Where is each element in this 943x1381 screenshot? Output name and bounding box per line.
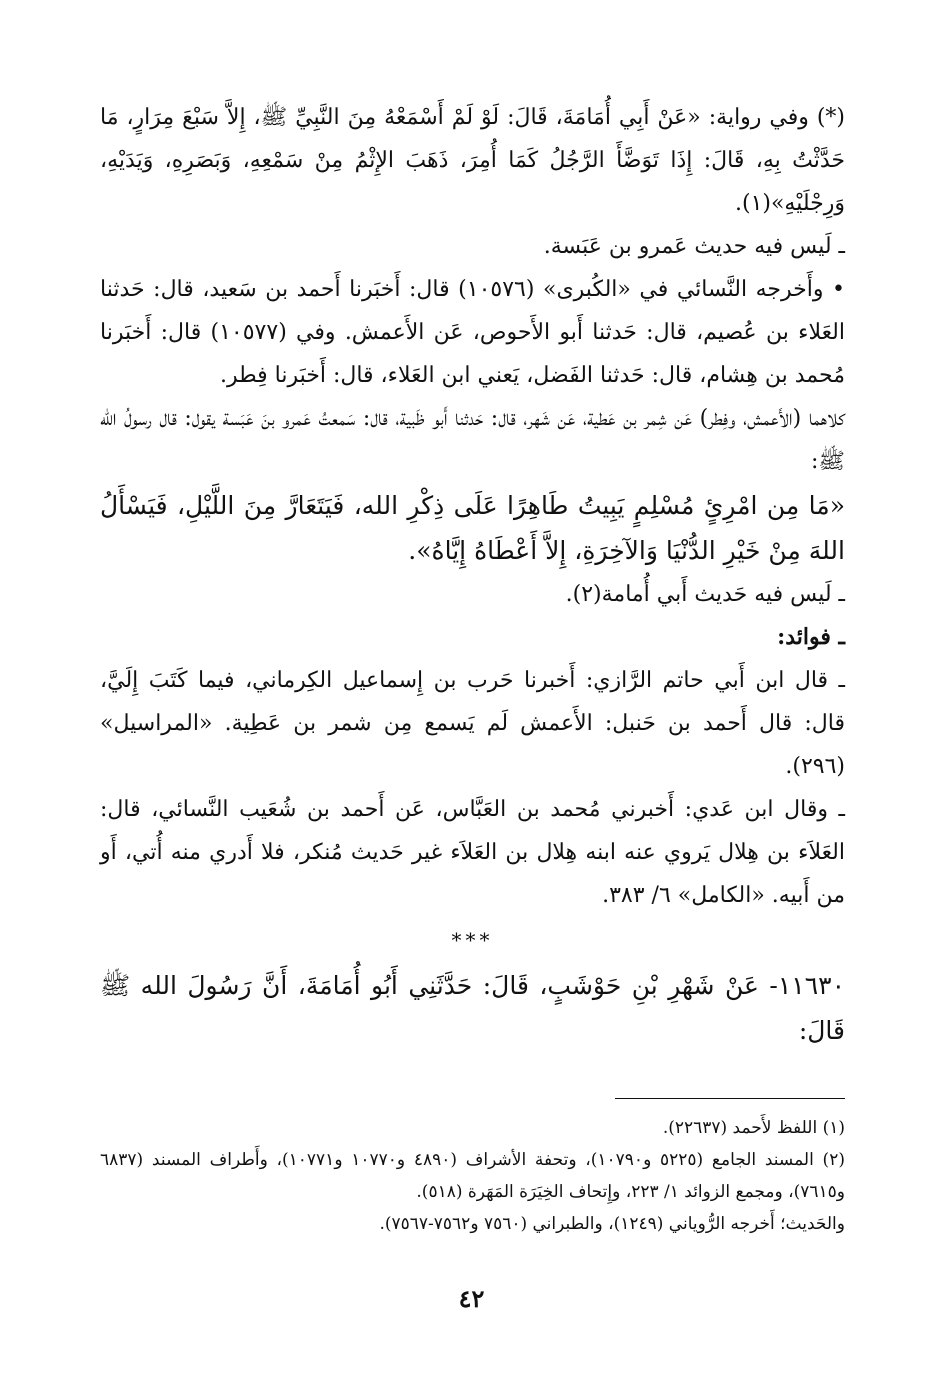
abu-hatim-paragraph: ـ قال ابن أَبي حاتم الرَّازي: أَخبرنا حَرب بن إِسماعيل الكِرماني، فيما كَتَبَ إِلَيَّ، قال: قال أَحمد بن حَنبل: الأَعمش لَم يَسمع مِن شمر بن عَطِية. «المراسيل» (٢٩٦). bbox=[100, 668, 845, 779]
footnotes bbox=[100, 1112, 845, 1240]
hadith-11630-heading: ١١٦٣٠- عَنْ شَهْرِ بْنِ حَوْشَبٍ، قَالَ: حَدَّثَنِي أَبُو أُمَامَةَ، أَنَّ رَسُولَ الله ﷺ قَالَ: bbox=[100, 971, 845, 1045]
footnote-2-continuation: والحَديث؛ أَخرجه الرُّوياني (١٢٤٩)، والطبراني (٧٥٦٠ و٧٥٦٢-٧٥٦٧). bbox=[379, 1214, 845, 1234]
ibn-adi-paragraph: ـ وقال ابن عَدي: أَخبرني مُحمد بن العَبَّاس، عَن أَحمد بن شُعَيب النَّسائي، قال: العَلاَء بن هِلال يَروي عنه ابنه هِلال بن العَلاَء غير حَديث مُنكر، فلا أَدري منه أُتي، أَو من أَبيه. «الكامل» ٦/ ٣٨٣. bbox=[100, 797, 845, 908]
footnote-1: (١) اللفظ لأَحمد (٢٢٦٣٧). bbox=[662, 1118, 845, 1138]
hadith-variant-paragraph: (*) وفي رواية: «عَنْ أَبِي أُمَامَةَ، قَالَ: لَوْ لَمْ أَسْمَعْهُ مِنَ النَّبِيِّ ﷺ، إِلاَّ سَبْعَ مِرَارٍ، مَا حَدَّثْتُ بِهِ، قَالَ: إِذَا تَوَضَّأَ الرَّجُلُ كَمَا أُمِرَ، ذَهَبَ الإِثْمُ مِنْ سَمْعِهِ، وَبَصَرِهِ، وَيَدَيْهِ، وَرِجْلَيْهِ»(١). bbox=[100, 105, 845, 216]
nasai-chain-paragraph: • وأَخرجه النَّسائي في «الكُبرى» (١٠٥٧٦) قال: أَخبَرنا أَحمد بن سَعيد، قال: حَدثنا العَلاء بن عُصيم، قال: حَدثنا أَبو الأَحوص، عَن الأَعمش. وفي (١٠٥٧٧) قال: أَخبَرنا مُحمد بن هِشام، قال: حَدثنا الفَضل، يَعني ابن العَلاء، قال: أَخبَرنا فِطر. bbox=[100, 277, 845, 388]
benefits-heading: ـ فوائد: bbox=[777, 624, 845, 650]
both-narrators-paragraph: كلاهما (الأَعمش، وفِطر) عَن شِمر بن عَطية، عَن شَهر، قال: حَدثنا أَبو ظَبية، قال: سَمعتُ عَمرو بنَ عَبَسة يقول: قال رسولُ الله ﷺ: bbox=[100, 406, 845, 474]
main-text bbox=[100, 96, 845, 1053]
hadith-text-quote: «مَا مِن امْرِئٍ مُسْلِمٍ يَبِيتُ طَاهِرًا عَلَى ذِكْرِ الله، فَيَتَعَارَّ مِنَ اللَّيْلِ، فَيَسْأَلُ اللهَ مِنْ خَيْرِ الدُّنْيَا وَالآخِرَةِ، إِلاَّ أَعْطَاهُ إِيَّاهُ». bbox=[100, 491, 845, 565]
footnote-divider bbox=[615, 1098, 845, 1099]
note-amr-ibn-abasa: ـ لَيس فيه حديث عَمرو بن عَبَسة. bbox=[543, 234, 845, 259]
footnote-2: (٢) المسند الجامع (٥٢٢٥ و١٠٧٩٠)، وتحفة الأشراف (٤٨٩٠ و١٠٧٧٠ و١٠٧٧١)، وأَطراف المسند (٦٨٣٧ و٧٦١٥)، ومجمع الزوائد ١/ ٢٢٣، وإِتحاف الخِيَرَة المَهَرة (٥١٨). bbox=[100, 1150, 845, 1202]
page-number: ٤٢ bbox=[458, 1284, 485, 1313]
note-abu-umama: ـ لَيس فيه حَديث أَبي أُمامة(٢). bbox=[565, 582, 845, 607]
section-separator: *** bbox=[451, 928, 494, 952]
